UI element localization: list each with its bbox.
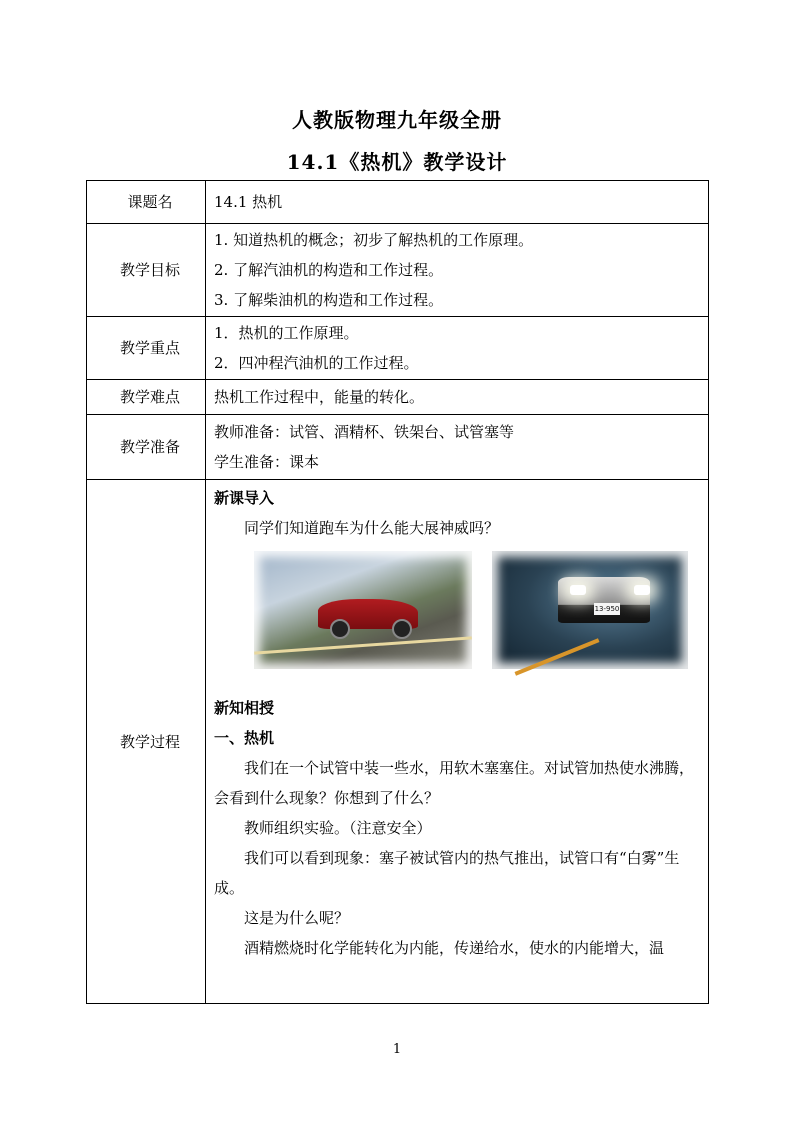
new-knowledge-heading: 新知相授	[214, 699, 275, 717]
paragraph: 我们在一个试管中装一些水，用软木塞塞住。对试管加热使水沸腾，会看到什么现象？你想到了什么？	[214, 759, 695, 807]
headlight-shape	[570, 585, 586, 595]
label-prep: 教学准备	[87, 415, 206, 480]
table-row-goals	[87, 224, 709, 317]
value-difficulty: 热机工作过程中，能量的转化。	[206, 380, 709, 415]
key-point-item: 2．四冲程汽油机的工作过程。	[214, 354, 419, 372]
student-prep: 学生准备：课本	[214, 453, 320, 471]
sports-car-images	[214, 543, 708, 693]
table-row-key-points	[87, 317, 709, 380]
white-car-night-photo	[492, 551, 688, 669]
key-point-item: 1．热机的工作原理。	[214, 324, 359, 342]
value-topic: 14.1 热机	[206, 181, 709, 224]
red-sports-car-photo	[254, 551, 472, 669]
value-goals	[206, 224, 709, 317]
value-prep	[206, 415, 709, 480]
value-key-points	[206, 317, 709, 380]
label-topic: 课题名	[87, 181, 206, 224]
headlight-shape	[634, 585, 650, 595]
label-goals: 教学目标	[87, 224, 206, 317]
table-row-process	[87, 480, 709, 1004]
page-number: 1	[392, 1042, 402, 1057]
section-heading: 一、热机	[214, 729, 275, 747]
paragraph: 这是为什么呢？	[244, 909, 350, 927]
intro-heading: 新课导入	[214, 489, 275, 507]
value-process	[206, 480, 709, 1004]
road-line-shape	[515, 638, 600, 675]
road-line-shape	[254, 636, 472, 654]
intro-question: 同学们知道跑车为什么能大展神威吗？	[244, 519, 500, 537]
paragraph: 我们可以看到现象：塞子被试管内的热气推出，试管口有“白雾”生成。	[214, 849, 680, 897]
wheel-shape	[392, 619, 412, 639]
license-plate: 13-950	[594, 605, 620, 613]
goal-item: 3. 了解柴油机的构造和工作过程。	[214, 291, 444, 309]
paragraph: 教师组织实验。（注意安全）	[244, 819, 432, 837]
lesson-plan-table	[86, 180, 709, 1004]
label-difficulty: 教学难点	[87, 380, 206, 415]
label-key-points: 教学重点	[87, 317, 206, 380]
table-row-difficulty	[87, 380, 709, 415]
goal-item: 2. 了解汽油机的构造和工作过程。	[214, 261, 444, 279]
table-row-topic	[87, 181, 709, 224]
wheel-shape	[330, 619, 350, 639]
goal-item: 1. 知道热机的概念；初步了解热机的工作原理。	[214, 231, 534, 249]
teacher-prep: 教师准备：试管、酒精杯、铁架台、试管塞等	[214, 423, 515, 441]
document-title: 人教版物理九年级全册	[292, 108, 502, 132]
paragraph: 酒精燃烧时化学能转化为内能，传递给水，使水的内能增大，温	[244, 939, 665, 957]
label-process: 教学过程	[87, 480, 206, 1004]
table-row-prep	[87, 415, 709, 480]
white-car-shape	[558, 577, 650, 623]
document-subtitle: 14.1《热机》教学设计	[286, 150, 508, 174]
